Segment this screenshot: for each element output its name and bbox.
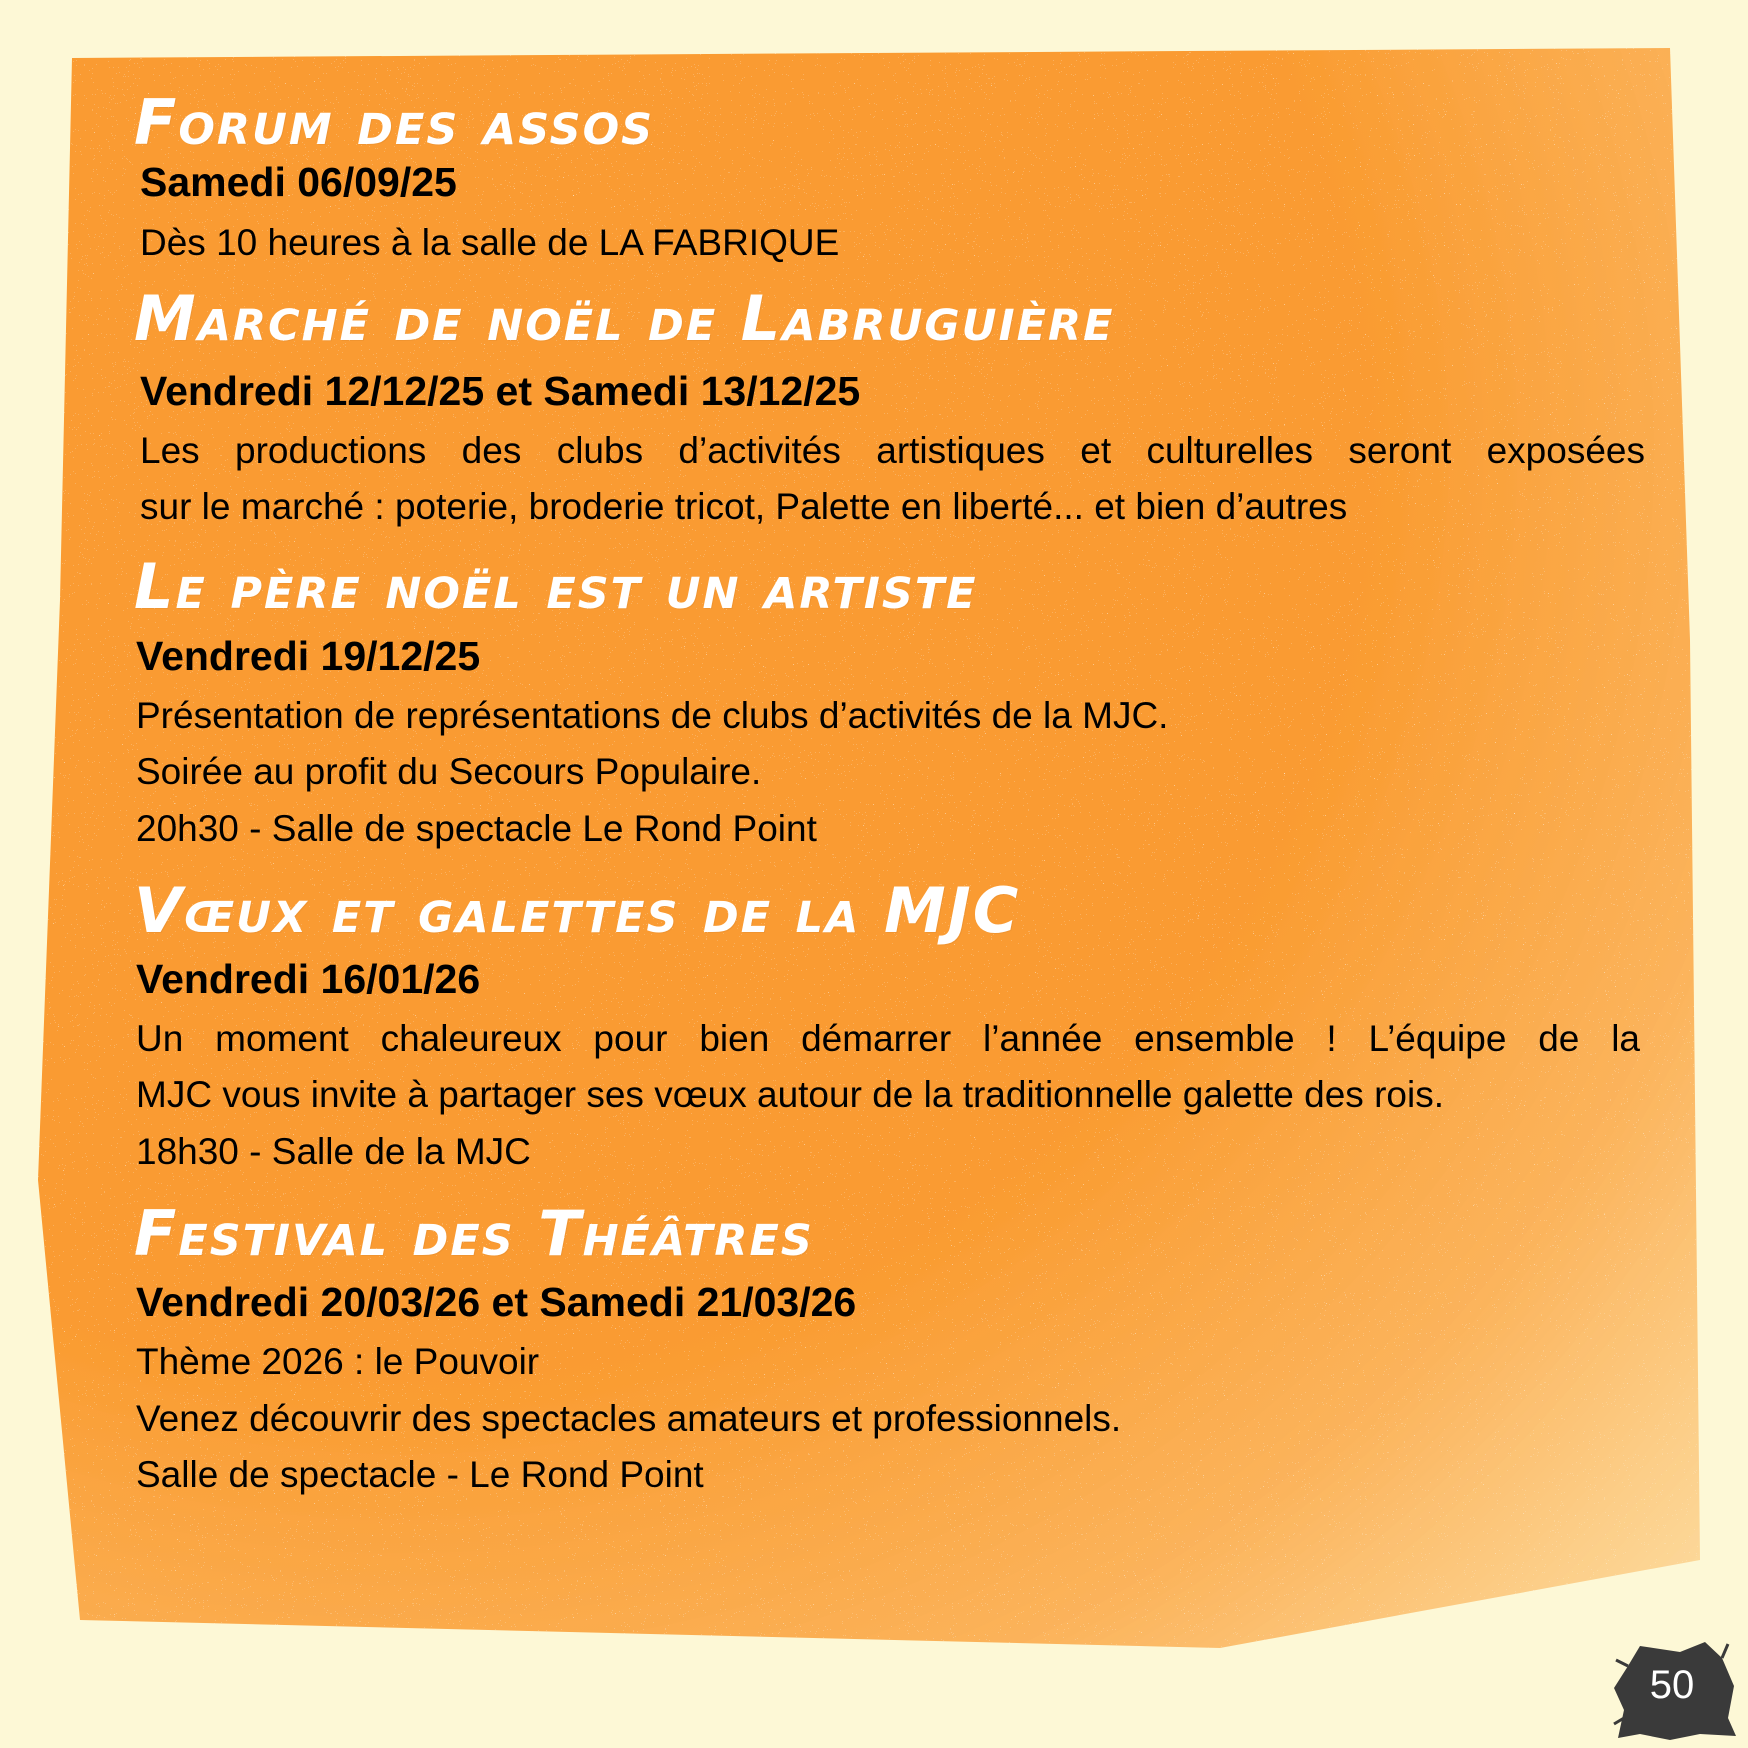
event-description-line: Un moment chaleureux pour bien démarrer l’année ensemble ! L’équipe de la xyxy=(136,1018,1640,1059)
event-description-line: Soirée au profit du Secours Populaire. xyxy=(136,751,762,792)
event-title: Le père noël est un artiste xyxy=(134,550,978,623)
event-date: Samedi 06/09/25 xyxy=(140,159,457,205)
event-description-line: 20h30 - Salle de spectacle Le Rond Point xyxy=(136,808,817,849)
event-date: Vendredi 19/12/25 xyxy=(136,633,481,679)
event-description-line: MJC vous invite à partager ses vœux autour de la traditionnelle galette des rois. xyxy=(136,1074,1444,1115)
event-description-line: Venez découvrir des spectacles amateurs et professionnels. xyxy=(136,1398,1122,1439)
event-description-line: 18h30 - Salle de la MJC xyxy=(136,1131,531,1172)
page-number: 50 xyxy=(1649,1663,1695,1707)
event-description-line: Thème 2026 : le Pouvoir xyxy=(136,1341,540,1382)
event-description-line: Dès 10 heures à la salle de LA FABRIQUE xyxy=(140,222,840,263)
event-date: Vendredi 16/01/26 xyxy=(136,956,481,1002)
event-title: Festival des Théâtres xyxy=(134,1197,814,1270)
event-title: Forum des assos xyxy=(134,86,655,159)
event-description-line: sur le marché : poterie, broderie tricot, Palette en liberté... et bien d’autres xyxy=(140,486,1348,527)
event-date: Vendredi 12/12/25 et Samedi 13/12/25 xyxy=(140,368,861,414)
event-date: Vendredi 20/03/26 et Samedi 21/03/26 xyxy=(136,1279,857,1325)
event-description-line: Présentation de représentations de clubs d’activités de la MJC. xyxy=(136,695,1169,736)
event-description-line: Salle de spectacle - Le Rond Point xyxy=(136,1454,704,1495)
event-title: Marché de noël de Labruguière xyxy=(134,282,1115,355)
event-description-line: Les productions des clubs d’activités artistiques et culturelles seront exposées xyxy=(140,430,1645,471)
event-title: Vœux et galettes de la MJC xyxy=(134,874,1021,947)
